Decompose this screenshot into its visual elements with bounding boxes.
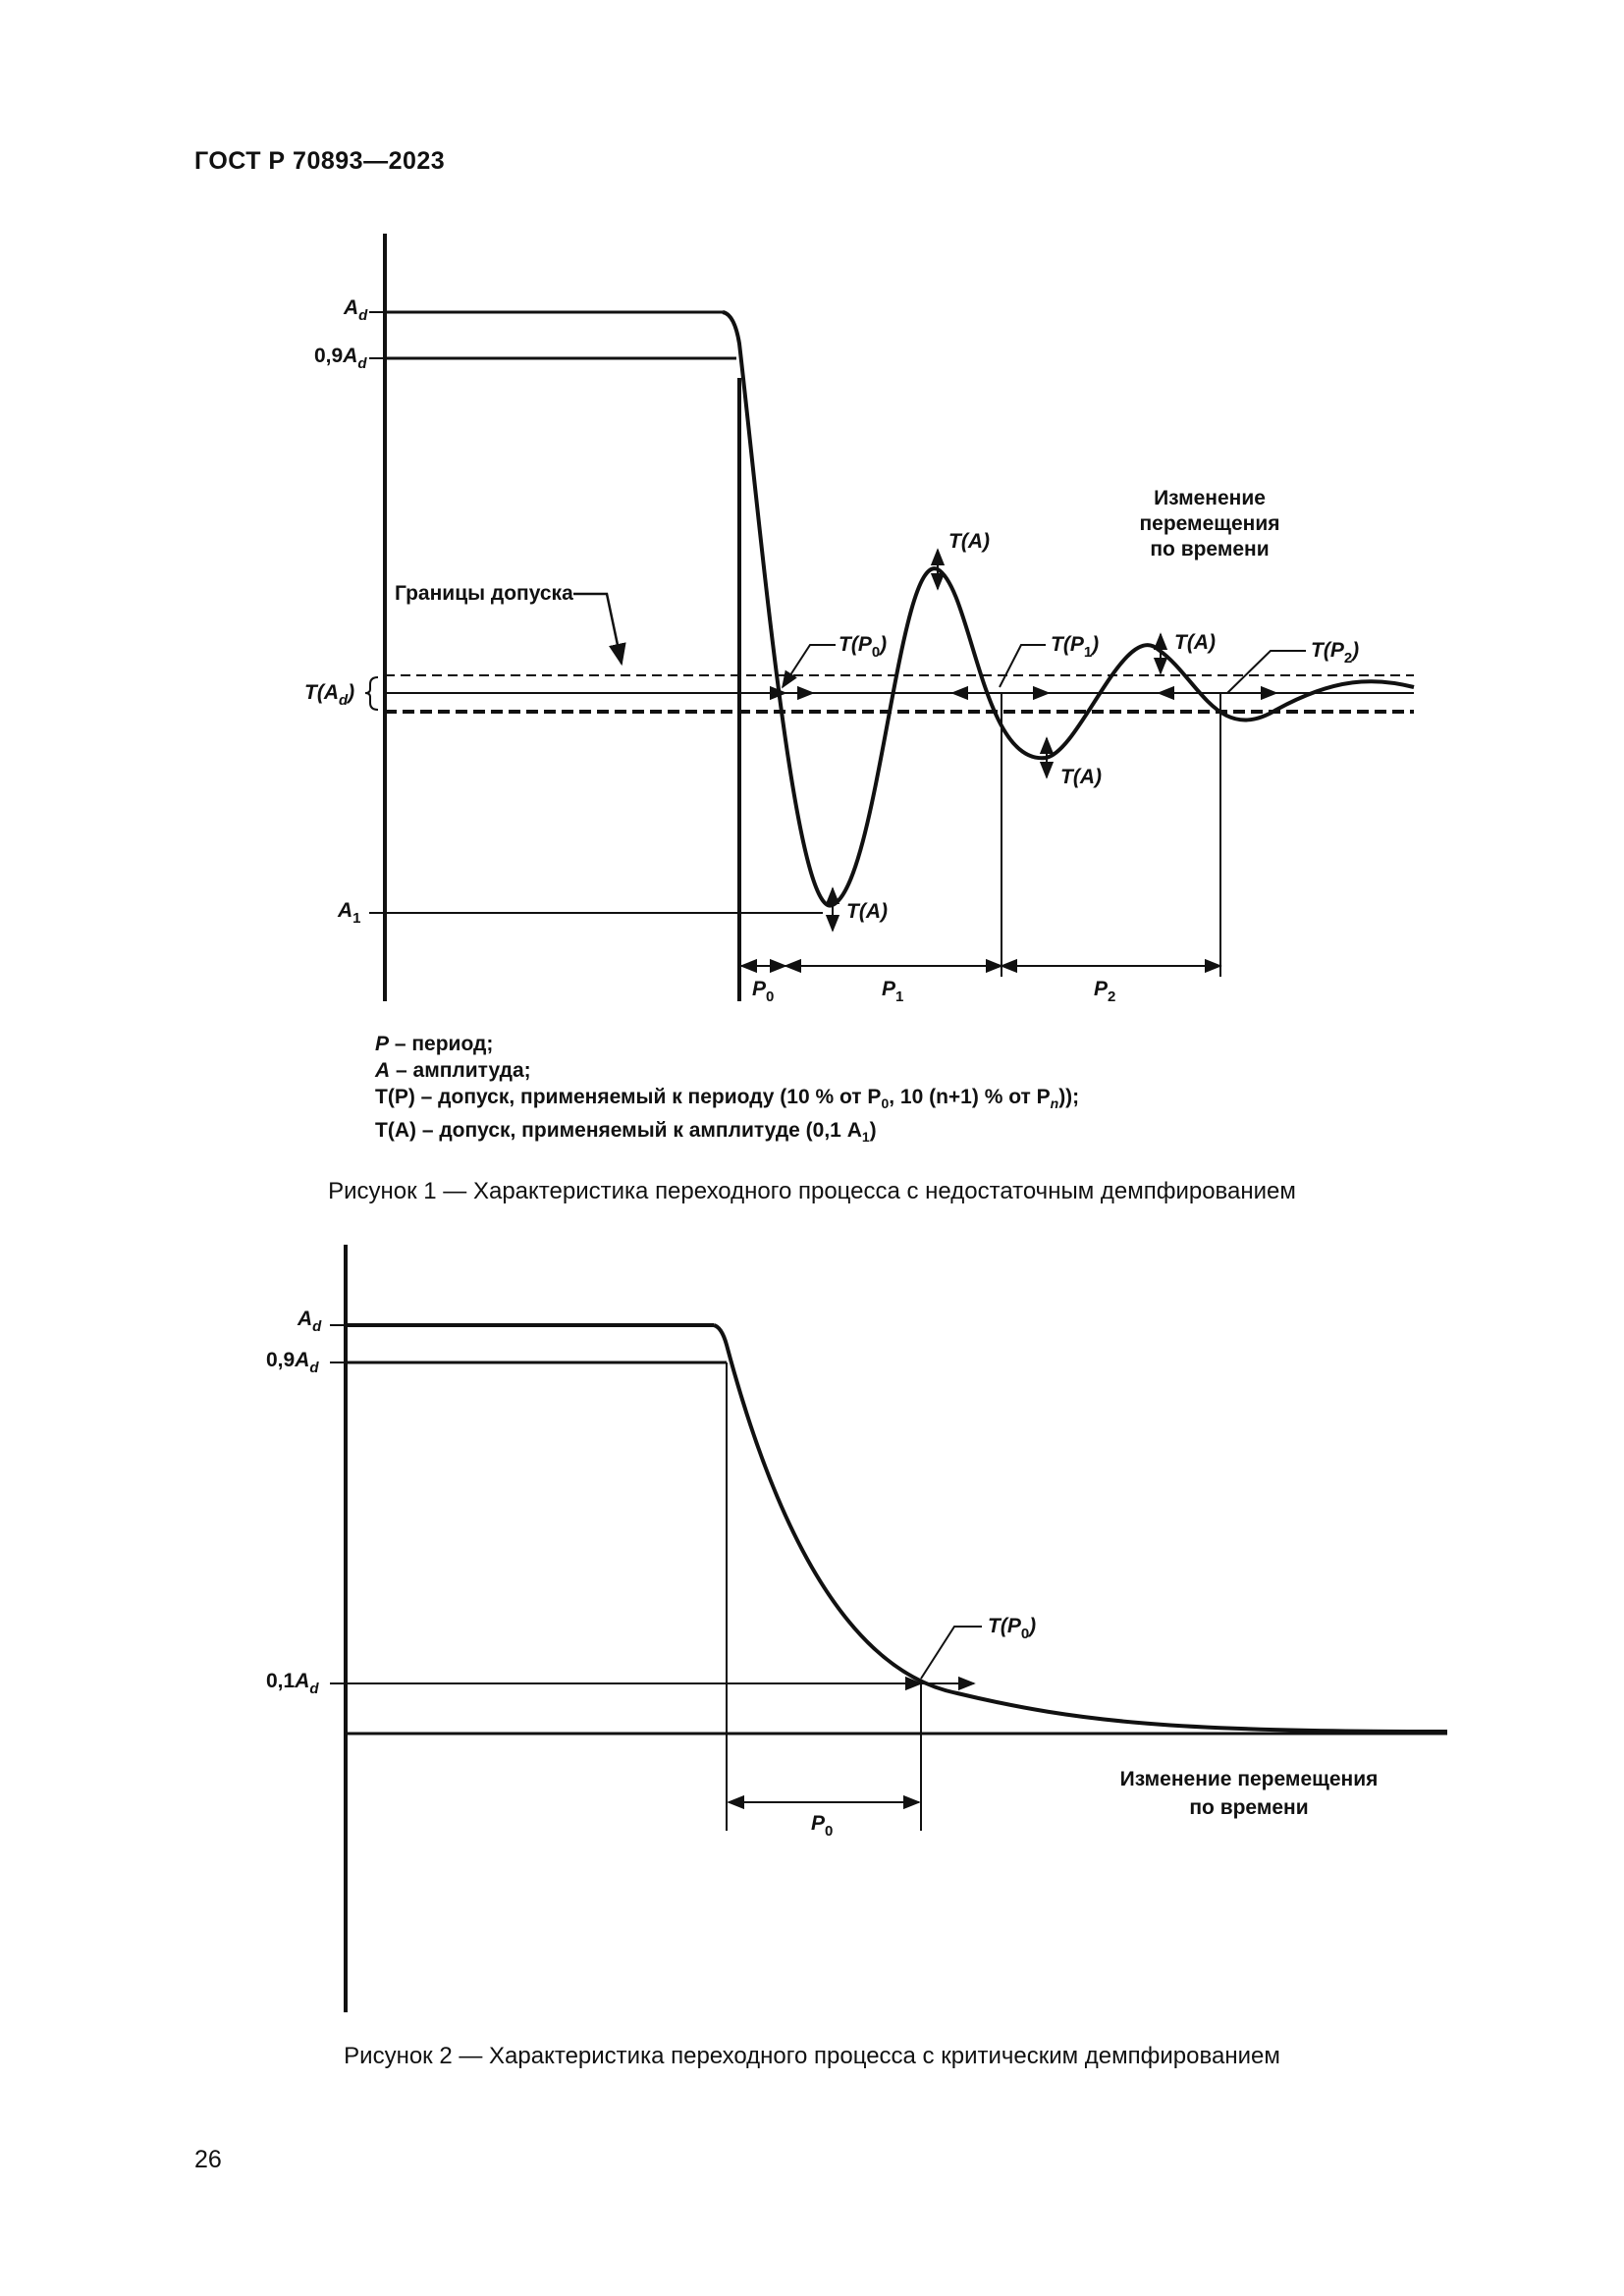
legend-line-amplitude: A – амплитуда;: [375, 1059, 531, 1082]
fig1-annot-ta-peak: T(A): [948, 530, 990, 553]
fig1-annot-tp1: $T(P_1)$: [1051, 633, 1100, 661]
fig1-annot-tp2: $T(P_2)$: [1311, 639, 1360, 667]
figure2-diagram: [330, 1245, 1447, 2012]
fig2-label-ad: $A_d$: [298, 1308, 322, 1335]
fig2-annot-tp0: $T(P_0)$: [988, 1615, 1037, 1642]
document-header: ГОСТ Р 70893—2023: [194, 147, 446, 175]
fig1-period-p0: $P_0$: [752, 978, 775, 1005]
fig1-annot-ta-trough2: T(A): [1060, 766, 1102, 788]
fig1-title-line1: Изменение: [1154, 487, 1266, 509]
figure1-diagram: [365, 234, 1414, 1001]
legend-line-period-tolerance: T(P) – допуск, применяемый к периоду (10 % от $P_0$, 10 (n+1) % от $P_n$));: [375, 1086, 1080, 1112]
fig1-label-ad: $A_d$: [344, 296, 368, 324]
figure2-caption: Рисунок 2 — Характеристика переходного процесса с критическим демпфированием: [344, 2043, 1280, 2069]
fig2-label-ad90: $0,9A_d$: [266, 1349, 319, 1376]
fig2-period-p0: $P_0$: [811, 1812, 834, 1840]
fig1-annot-tp0: $T(P_0)$: [839, 633, 888, 661]
page-number: 26: [194, 2146, 222, 2173]
fig1-label-ad90: $0,9A_d$: [314, 345, 367, 372]
fig1-annot-ta-peak2: T(A): [1174, 631, 1216, 654]
fig1-legend: [375, 1031, 1079, 1150]
fig2-title-line1: Изменение перемещения: [1119, 1768, 1379, 1790]
fig1-annot-ta-trough: T(A): [846, 900, 888, 923]
fig1-period-p2: $P_2$: [1094, 978, 1116, 1005]
fig1-label-a1: $A_1$: [338, 899, 361, 927]
fig1-period-p1: $P_1$: [882, 978, 904, 1005]
fig1-title-line2: перемещения: [1139, 512, 1280, 535]
fig1-tolerance-bounds-label: Границы допуска: [395, 582, 573, 605]
legend-line-period: P – период;: [375, 1033, 494, 1055]
legend-line-amplitude-tolerance: T(A) – допуск, применяемый к амплитуде (0,1 $A_1$): [375, 1119, 877, 1146]
fig2-title-line2: по времени: [1189, 1796, 1309, 1819]
figure1-caption: Рисунок 1 — Характеристика переходного процесса с недостаточным демпфированием: [328, 1178, 1296, 1204]
fig1-title-line3: по времени: [1150, 538, 1270, 561]
fig1-tolerance-pointer: [573, 594, 622, 664]
fig2-response-curve: [714, 1325, 1447, 1732]
fig1-response-curve: [723, 312, 1414, 906]
fig2-label-ad10: $0,1A_d$: [266, 1670, 319, 1697]
fig1-tad-brace: [365, 677, 378, 710]
fig1-label-tad: $T(A_d)$: [304, 681, 355, 709]
